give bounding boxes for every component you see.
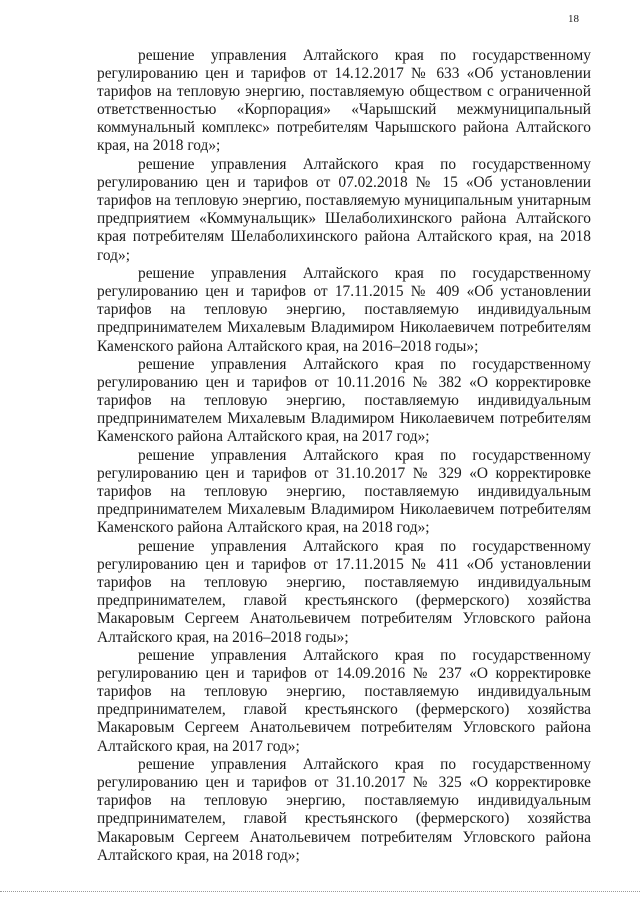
decision-item: решение управления Алтайского края по государственному регулированию цен и тарифов от 31.10.2017 № 329 «О корректировке тарифов на тепловую энергию, поставляемую индивидуальным предпринимателем Михалевым Владимиром Николаевичем потребителям Каменского района Алтайского края, на 2018 год»; [97,447,591,537]
decision-item: решение управления Алтайского края по государственному регулированию цен и тарифов от 31.10.2017 № 325 «О корректировке тарифов на тепловую энергию, поставляемую индивидуальным предпринимателем, главой крестьянского (фермерского) хозяйства Макаровым Сергеем Анатольевичем потребителям Угловского района Алтайского края, на 2018 год»; [97,756,591,864]
decision-item: решение управления Алтайского края по государственному регулированию цен и тарифов от 07.02.2018 № 15 «Об установлении тарифов на тепловую энергию, поставляемую муниципальным унитарным предприятием «Коммунальщик» Шелаболихинского района Алтайского края потребителям Шелаболихинского района Алтайского края, на 2018 год»; [97,156,591,264]
page-number: 18 [568,13,579,25]
decision-item: решение управления Алтайского края по государственному регулированию цен и тарифов от 14.12.2017 № 633 «Об установлении тарифов на тепловую энергию, поставляемую обществом с ограниченной ответственностью «Корпорация» «Чарышский межмуниципальный коммунальный комплекс» потребителям Чарышского района Алтайского края, на 2018 год»; [97,47,591,155]
decision-item: решение управления Алтайского края по государственному регулированию цен и тарифов от 10.11.2016 № 382 «О корректировке тарифов на тепловую энергию, поставляемую индивидуальным предпринимателем Михалевым Владимиром Николаевичем потребителям Каменского района Алтайского края, на 2017 год»; [97,356,591,446]
decision-item: решение управления Алтайского края по государственному регулированию цен и тарифов от 17.11.2015 № 411 «Об установлении тарифов на тепловую энергию, поставляемую индивидуальным предпринимателем, главой крестьянского (фермерского) хозяйства Макаровым Сергеем Анатольевичем потребителям Угловского района Алтайского края, на 2016–2018 годы»; [97,538,591,646]
page-bottom-edge [0,891,640,892]
decision-item: решение управления Алтайского края по государственному регулированию цен и тарифов от 17.11.2015 № 409 «Об установлении тарифов на тепловую энергию, поставляемую индивидуальным предпринимателем Михалевым Владимиром Николаевичем потребителям Каменского района Алтайского края, на 2016–2018 годы»; [97,265,591,355]
decision-item: решение управления Алтайского края по государственному регулированию цен и тарифов от 14.09.2016 № 237 «О корректировке тарифов на тепловую энергию, поставляемую индивидуальным предпринимателем, главой крестьянского (фермерского) хозяйства Макаровым Сергеем Анатольевичем потребителям Угловского района Алтайского края, на 2017 год»; [97,647,591,755]
document-body [97,47,591,865]
